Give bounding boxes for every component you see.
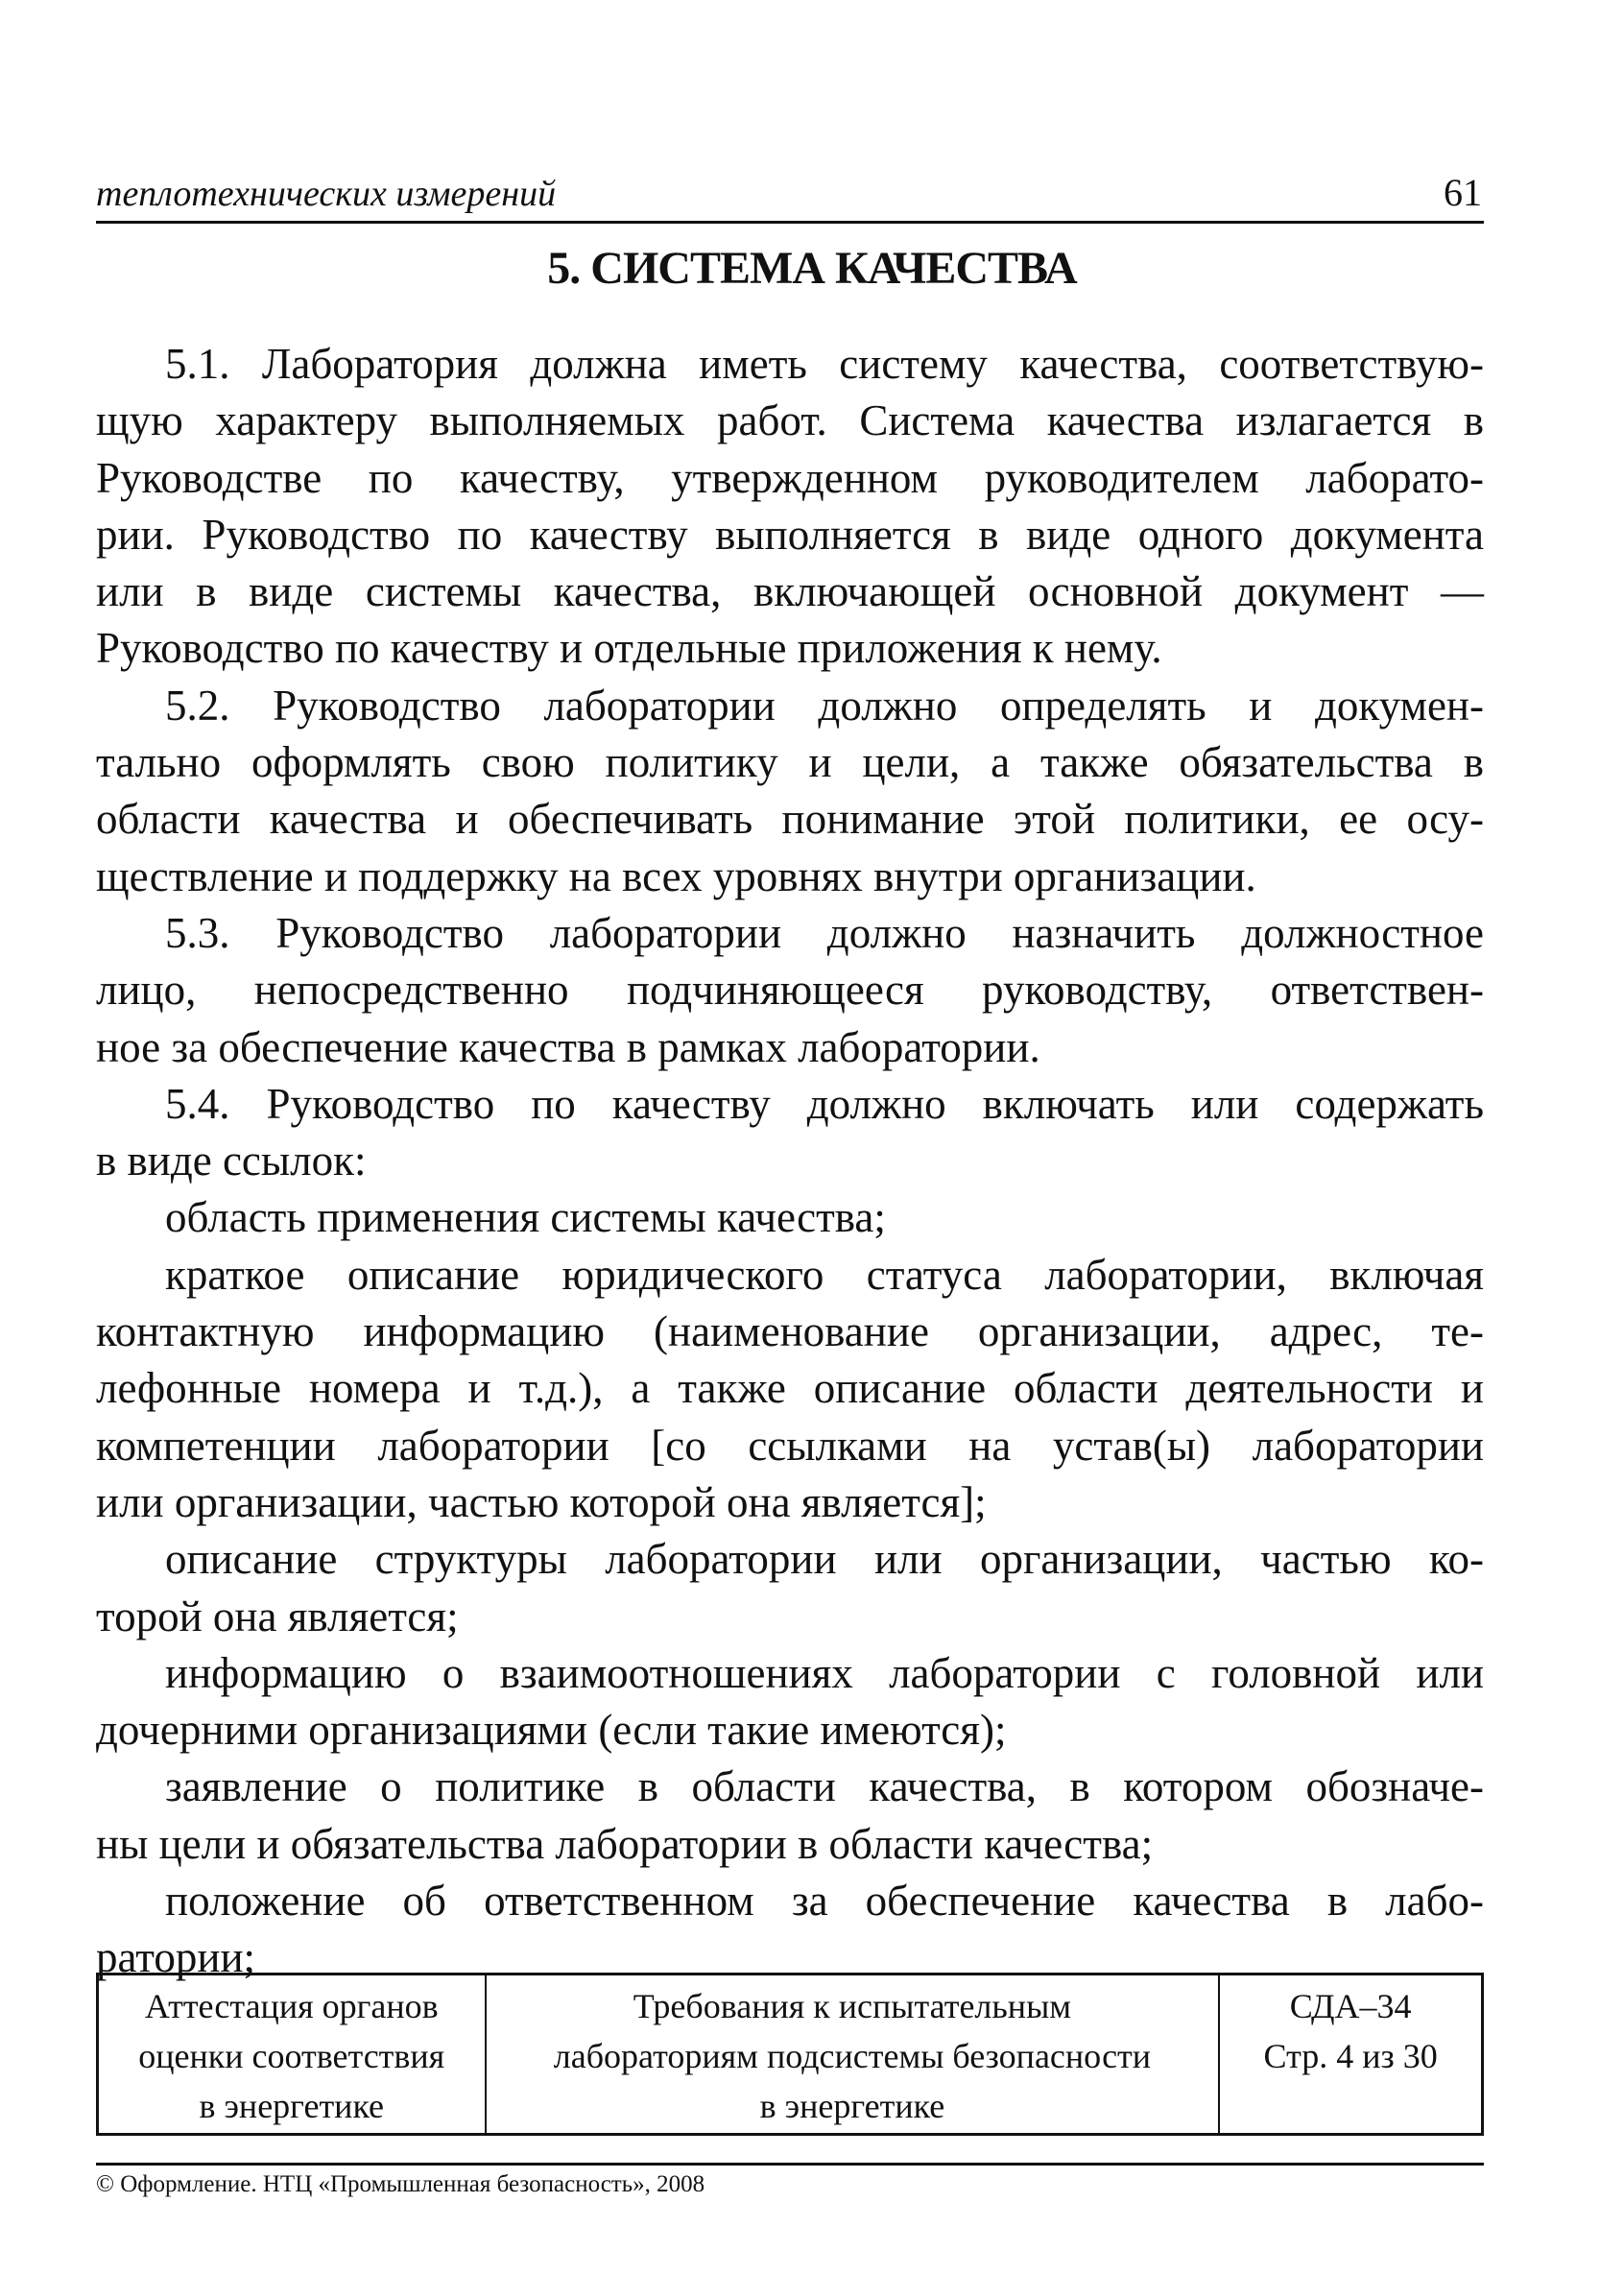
paragraph-line: ны цели и обязательства лаборатории в области качества;: [96, 1819, 1154, 1868]
paragraph-line: информацию о взаимоотношениях лаборатории с головной или: [165, 1648, 1484, 1697]
paragraph-line: Руководство по качеству и отдельные приложения к нему.: [96, 624, 1162, 673]
paragraph-line: торой она является;: [96, 1592, 459, 1640]
paragraph-line: или в виде системы качества, включающей основной документ —: [96, 567, 1484, 616]
paragraph-line: щую характеру выполняемых работ. Система качества излагается в: [96, 396, 1484, 445]
cell-line: в энергетике: [199, 2087, 385, 2125]
running-header: [96, 173, 1484, 224]
paragraph-line: ное за обеспечение качества в рамках лаборатории.: [96, 1022, 1040, 1071]
page-number: 61: [1444, 171, 1482, 214]
paragraph-line: описание структуры лаборатории или организации, частью ко-: [165, 1535, 1484, 1584]
footer-rule: [96, 2163, 1484, 2166]
section-title: 5. СИСТЕМА КАЧЕСТВА: [547, 243, 1077, 294]
cell-line: Аттестация органов: [144, 1987, 439, 2025]
cell-line: оценки соответствия: [138, 2037, 445, 2075]
document-info-table: [96, 1973, 1484, 2136]
paragraph-line: 5.1. Лаборатория должна иметь систему качества, соответствую-: [165, 340, 1484, 388]
table-cell-doc-code: [1219, 1975, 1482, 2135]
paragraph-line: области качества и обеспечивать понимание этой политики, ее осу-: [96, 795, 1484, 844]
paragraph-line: дочерними организациями (если такие имеются);: [96, 1706, 1007, 1755]
paragraph-line: область применения системы качества;: [165, 1193, 886, 1242]
paragraph-line: заявление о политике в области качества, в котором обозначе-: [165, 1762, 1484, 1811]
paragraph-line: контактную информацию (наименование организации, адрес, те-: [96, 1307, 1484, 1356]
cell-line: в энергетике: [759, 2087, 945, 2125]
paragraph-line: краткое описание юридического статуса лаборатории, включая: [165, 1250, 1484, 1299]
table-cell-requirements: [486, 1975, 1220, 2135]
cell-line: СДА–34: [1289, 1987, 1412, 2025]
paragraph-line: ратории;: [96, 1933, 256, 1982]
paragraph-line: компетенции лаборатории [со ссылками на устав(ы) лаборатории: [96, 1421, 1484, 1470]
paragraph-line: положение об ответственном за обеспечение качества в лабо-: [165, 1877, 1484, 1926]
paragraph-line: лицо, непосредственно подчиняющееся руководству, ответствен-: [96, 966, 1484, 1015]
paragraph-line: ществление и поддержку на всех уровнях внутри организации.: [96, 851, 1256, 900]
paragraph-line: лефонные номера и т.д.), а также описание области деятельности и: [96, 1364, 1484, 1413]
paragraph-line: в виде ссылок:: [96, 1137, 367, 1185]
paragraph-line: 5.3. Руководство лаборатории должно назначить должностное: [165, 908, 1484, 957]
cell-line: Стр. 4 из 30: [1263, 2037, 1438, 2075]
paragraph-line: или организации, частью которой она является];: [96, 1477, 987, 1526]
table-cell-certification: [98, 1975, 486, 2135]
paragraph-line: 5.2. Руководство лаборатории должно определять и докумен-: [165, 681, 1484, 730]
copyright-text: © Оформление. НТЦ «Промышленная безопасность», 2008: [96, 2171, 705, 2197]
cell-line: Требования к испытательным: [633, 1987, 1072, 2025]
paragraph-line: рии. Руководство по качеству выполняется в виде одного документа: [96, 510, 1484, 559]
paragraph-line: тально оформлять свою политику и цели, а также обязательства в: [96, 738, 1484, 787]
paragraph-line: 5.4. Руководство по качеству должно включать или содержать: [165, 1079, 1484, 1128]
running-title: теплотехнических измерений: [96, 174, 557, 214]
cell-line: лабораториям подсистемы безопасности: [553, 2037, 1152, 2075]
body-text: [96, 336, 1484, 1987]
paragraph-line: Руководстве по качеству, утвержденном руководителем лаборато-: [96, 453, 1484, 502]
